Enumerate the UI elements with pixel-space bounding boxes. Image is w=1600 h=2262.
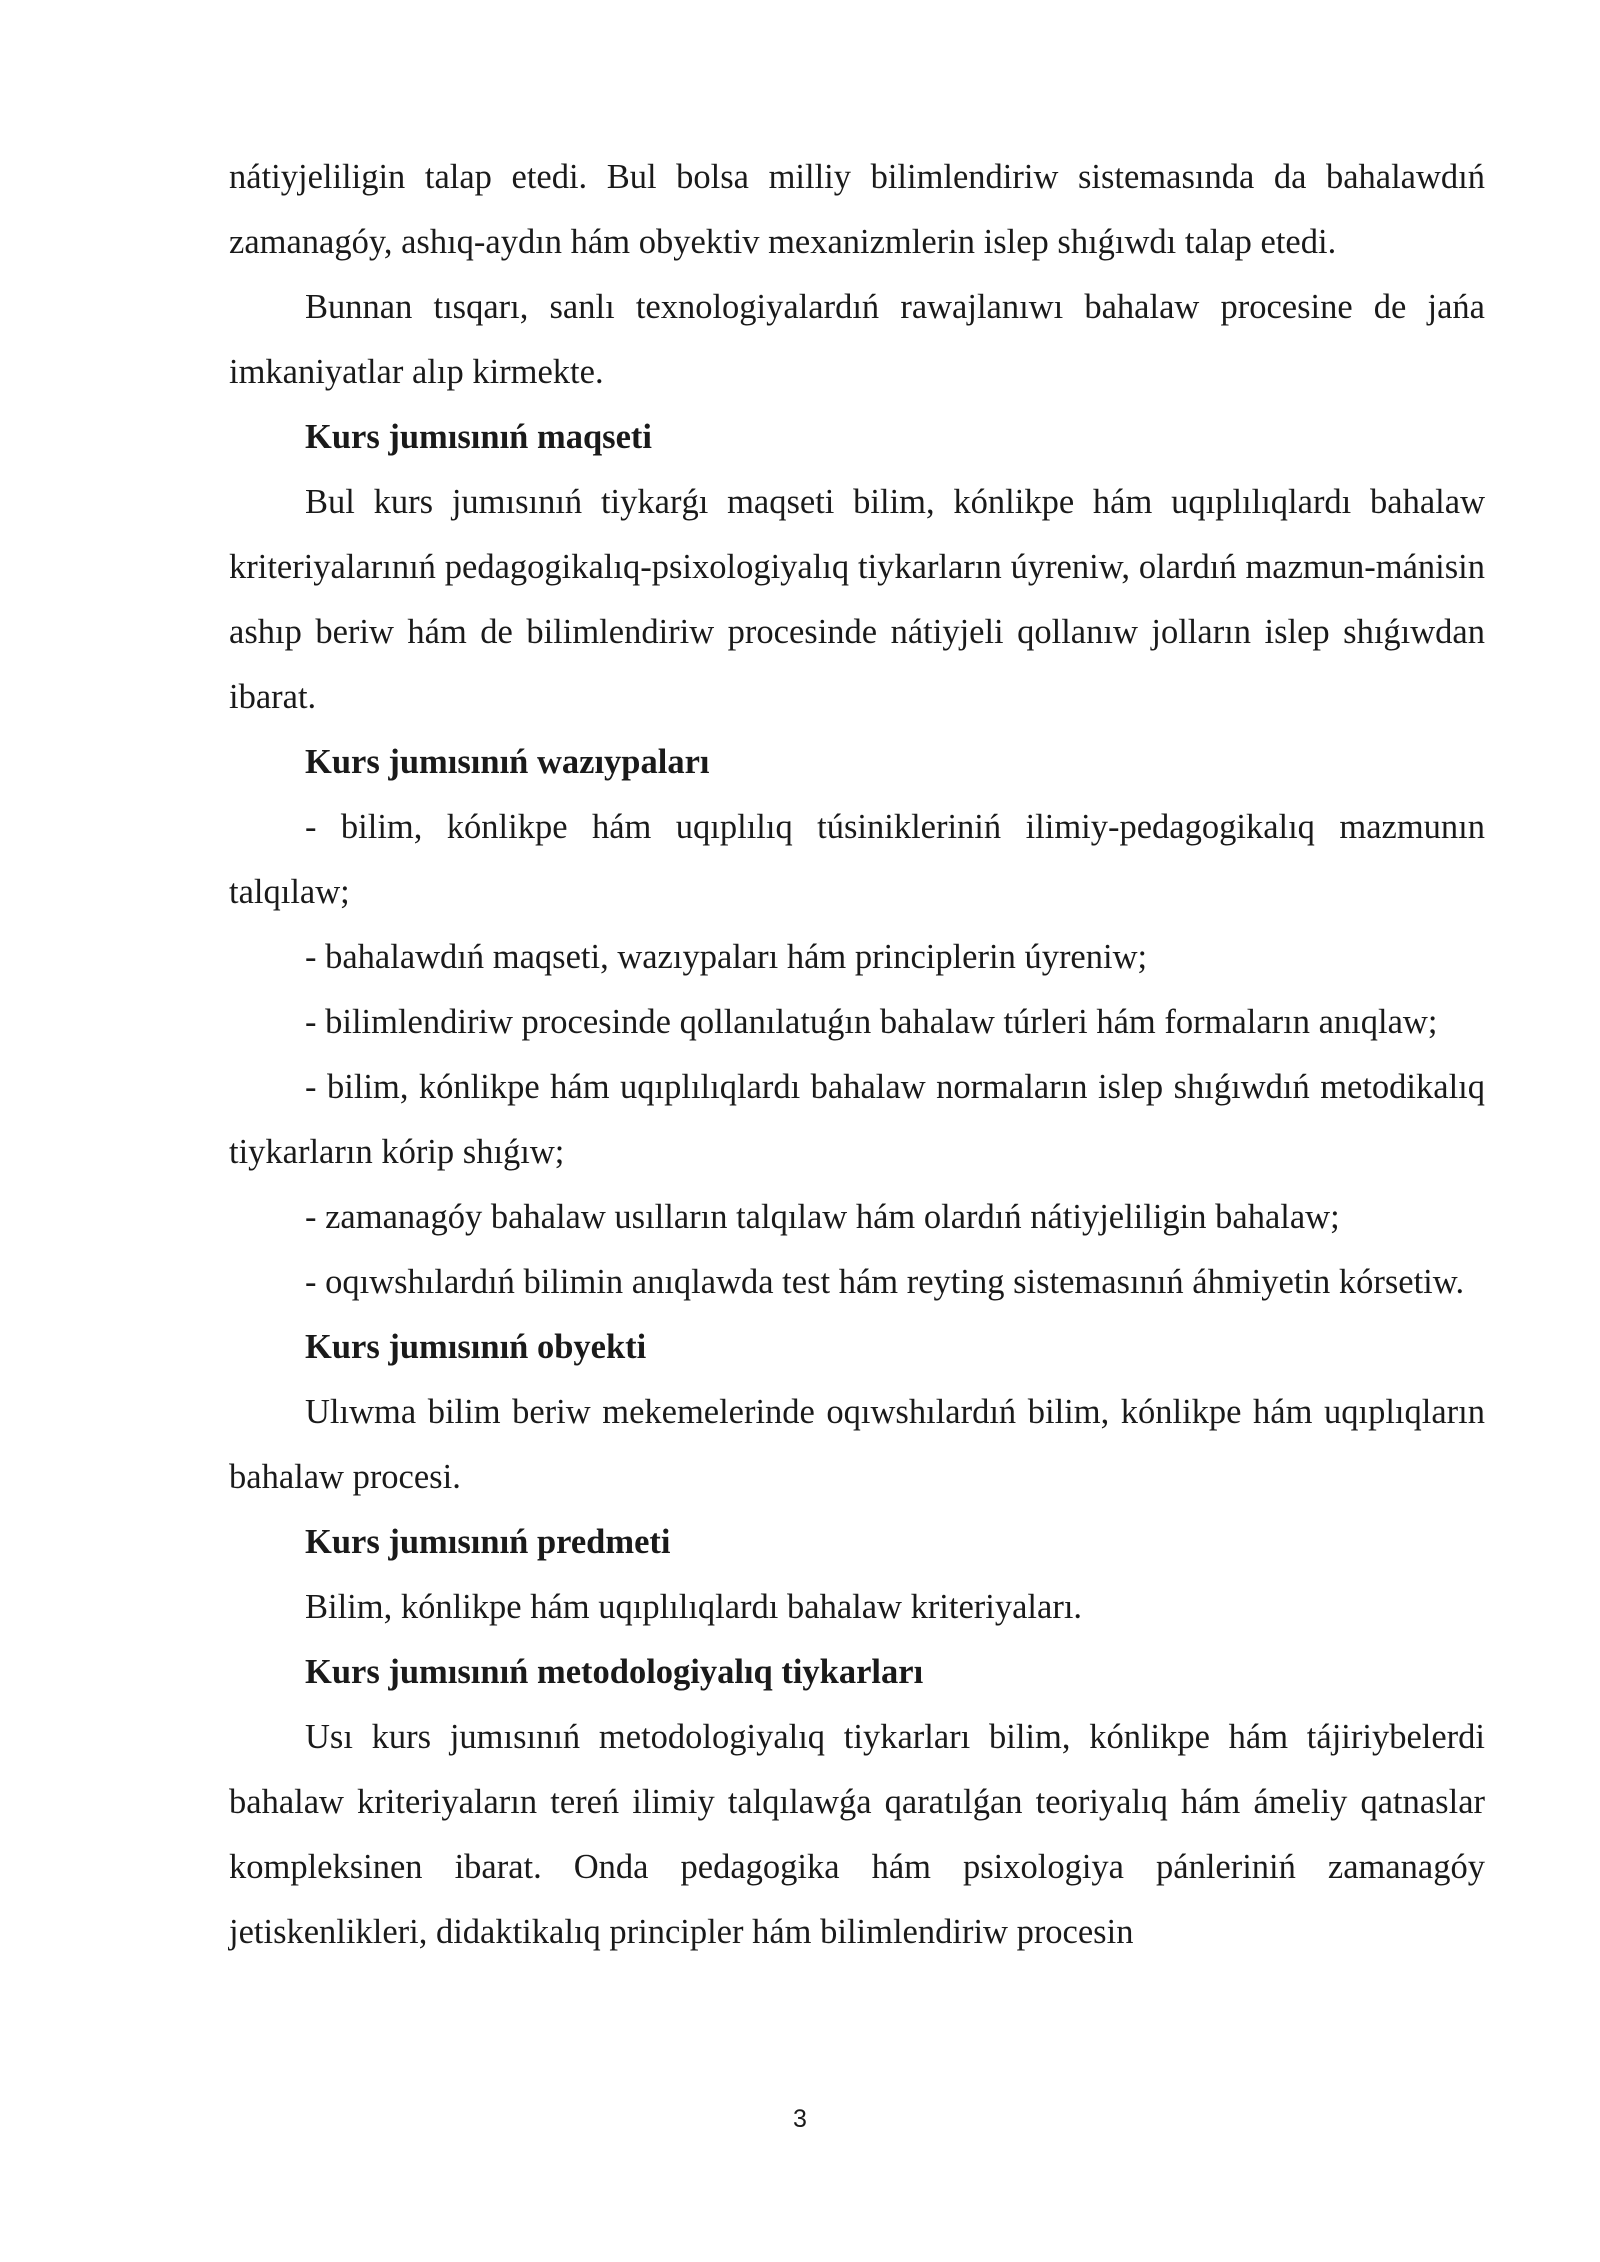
list-item: - bilim, kónlikpe hám uqıplılıqlardı bahalaw normaların islep shıǵıwdıń metodikalıq tiykarların kórip shıǵıw; (229, 1068, 1485, 1171)
section-heading-object: Kurs jumısınıń obyekti (305, 1328, 647, 1366)
paragraph: Usı kurs jumısınıń metodologiyalıq tiykarları bilim, kónlikpe hám tájiriybelerdi bahalaw kriteriyaların tereń ilimiy talqılawǵa qaratılǵan teoriyalıq hám ámeliy qatnaslar kompleksinen ibarat. Onda pedagogika hám psixologiya pánleriniń zamanagóy jetiskenlikleri, didaktikalıq principler hám bilimlendiriw procesin (229, 1718, 1485, 1951)
paragraph: Bunnan tısqarı, sanlı texnologiyalardıń rawajlanıwı bahalaw procesine de jańa imkaniyatlar alıp kirmekte. (229, 288, 1485, 391)
section-heading-goal: Kurs jumısınıń maqseti (305, 418, 652, 456)
section-heading-subject: Kurs jumısınıń predmeti (305, 1523, 671, 1561)
paragraph: Ulıwma bilim beriw mekemelerinde oqıwshılardıń bilim, kónlikpe hám uqıplıqların bahalaw procesi. (229, 1393, 1485, 1496)
paragraph: Bul kurs jumısınıń tiykarǵı maqseti bilim, kónlikpe hám uqıplılıqlardı bahalaw kriteriyalarınıń pedagogikalıq-psixologiyalıq tiykarların úyreniw, olardıń mazmun-mánisin ashıp beriw hám de bilimlendiriw procesinde nátiyjeli qollanıw jolların islep shıǵıwdan ibarat. (229, 483, 1485, 716)
section-heading-tasks: Kurs jumısınıń wazıypaları (305, 743, 710, 781)
list-item: - oqıwshılardıń bilimin anıqlawda test hám reyting sistemasınıń áhmiyetin kórsetiw. (305, 1263, 1465, 1301)
document-body (229, 145, 1485, 1965)
section-heading-methodology: Kurs jumısınıń metodologiyalıq tiykarları (305, 1653, 924, 1691)
paragraph-continuation: nátiyjeliligin talap etedi. Bul bolsa milliy bilimlendiriw sistemasında da bahalawdıń zamanagóy, ashıq-aydın hám obyektiv mexanizmlerin islep shıǵıwdı talap etedi. (229, 158, 1485, 261)
page-number: 3 (793, 2105, 807, 2133)
list-item: - bilim, kónlikpe hám uqıplılıq túsinikleriniń ilimiy-pedagogikalıq mazmunın talqılaw; (229, 808, 1485, 911)
paragraph: Bilim, kónlikpe hám uqıplılıqlardı bahalaw kriteriyaları. (305, 1588, 1083, 1626)
list-item: - bilimlendiriw procesinde qollanılatuǵın bahalaw túrleri hám formaların anıqlaw; (305, 1003, 1438, 1041)
list-item: - bahalawdıń maqseti, wazıypaları hám principlerin úyreniw; (305, 938, 1148, 976)
list-item: - zamanagóy bahalaw usılların talqılaw hám olardıń nátiyjeliligin bahalaw; (305, 1198, 1340, 1236)
